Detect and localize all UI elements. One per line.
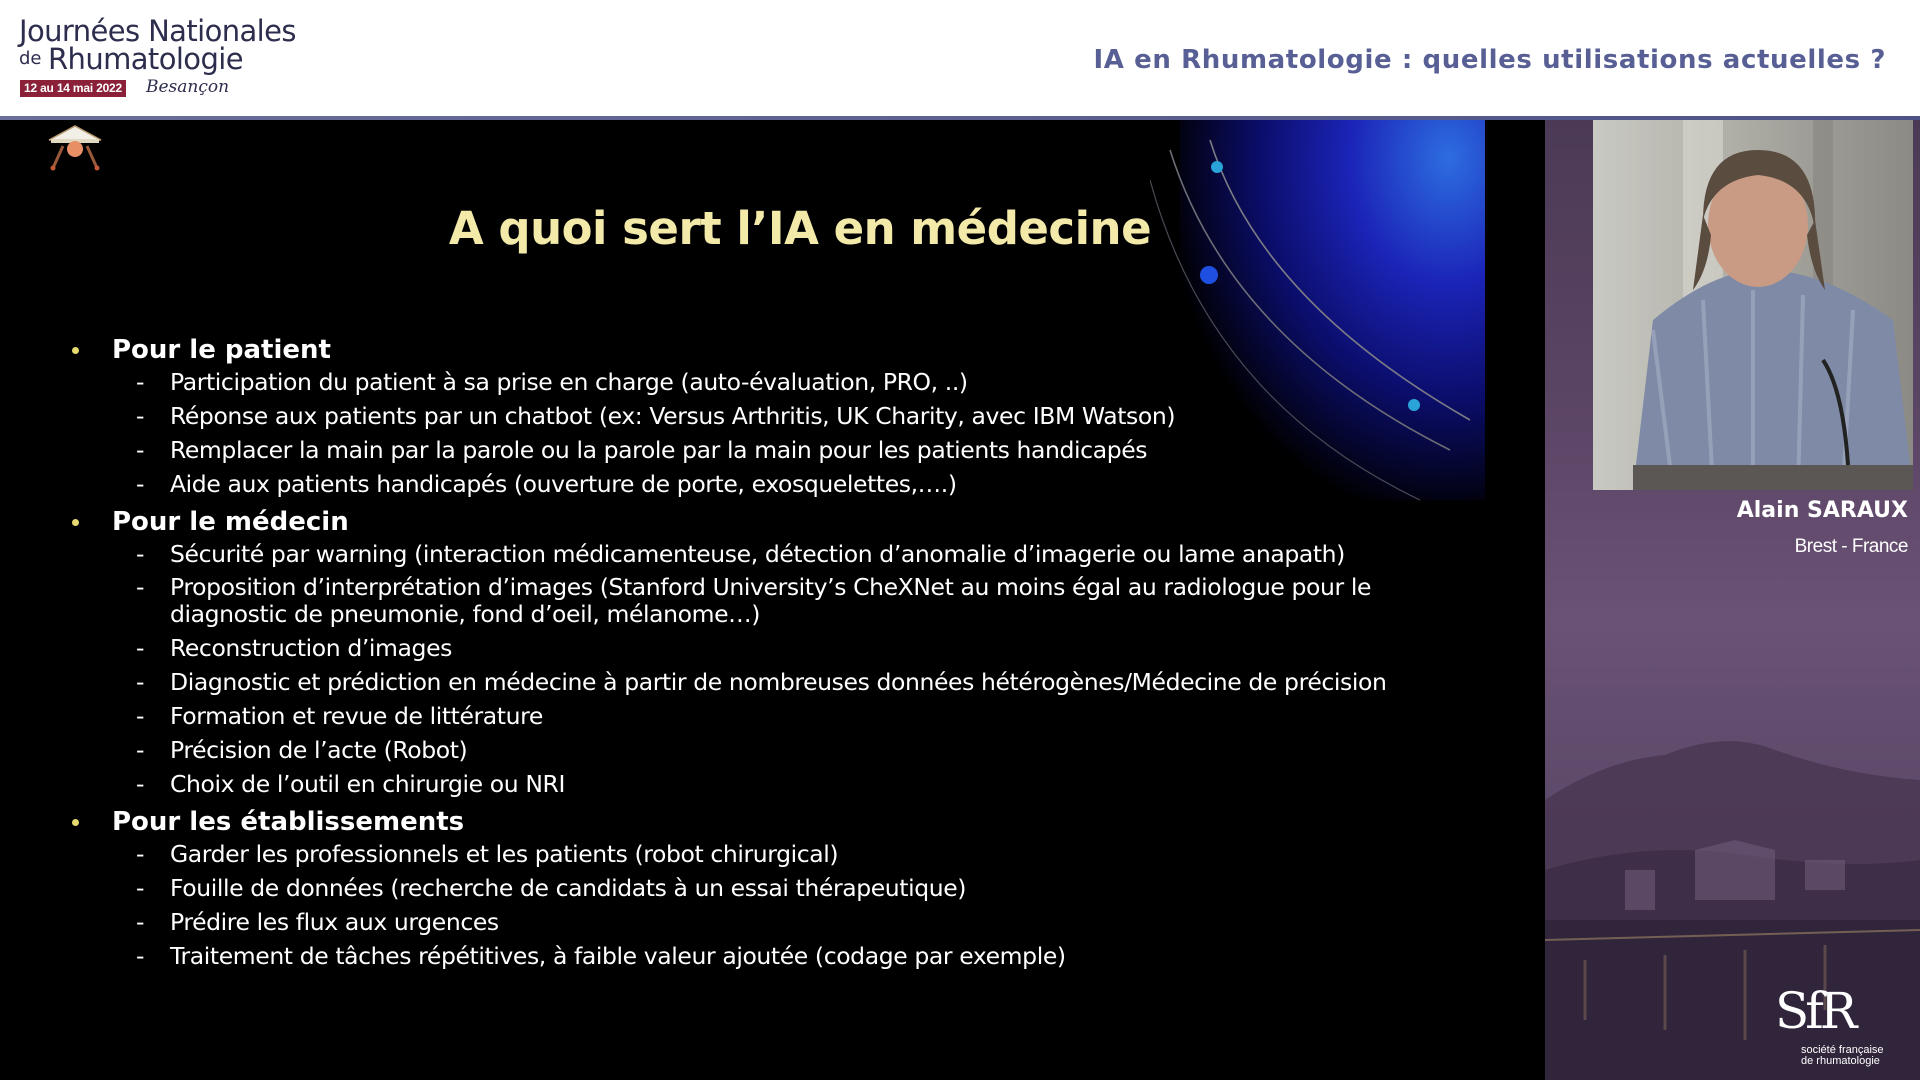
speaker-name: Alain SARAUX bbox=[1736, 498, 1908, 523]
list-item-text: Fouille de données (recherche de candidats à un essai thérapeutique) bbox=[170, 874, 967, 902]
list-item bbox=[70, 634, 1510, 662]
sfr-logo-caption bbox=[1801, 1045, 1884, 1067]
list-item bbox=[70, 668, 1510, 696]
list-item bbox=[70, 770, 1510, 798]
section-heading bbox=[70, 804, 1510, 840]
logo-date-badge: 12 au 14 mai 2022 bbox=[20, 80, 126, 97]
dash-icon: - bbox=[136, 736, 145, 764]
list-item bbox=[70, 436, 1510, 464]
list-item bbox=[70, 702, 1510, 730]
list-item-text: Précision de l’acte (Robot) bbox=[170, 736, 468, 764]
dash-icon: - bbox=[136, 634, 145, 662]
list-item bbox=[70, 874, 1510, 902]
session-title: IA en Rhumatologie : quelles utilisations actuelles ? bbox=[1093, 45, 1886, 75]
dash-icon: - bbox=[136, 540, 145, 568]
list-item-text: Aide aux patients handicapés (ouverture de porte, exosquelettes,….) bbox=[170, 470, 957, 498]
list-item-text: Traitement de tâches répétitives, à faible valeur ajoutée (codage par exemple) bbox=[170, 942, 1066, 970]
conference-header bbox=[0, 0, 1920, 116]
section-heading bbox=[70, 504, 1510, 540]
bullet-dot-icon bbox=[72, 819, 79, 826]
list-item bbox=[70, 840, 1510, 868]
dash-icon: - bbox=[136, 874, 145, 902]
section-heading-text: Pour le médecin bbox=[112, 507, 349, 537]
list-item-text: Sécurité par warning (interaction médicamenteuse, détection d’anomalie d’imagerie ou lame anapath) bbox=[170, 540, 1345, 568]
presentation-slide bbox=[0, 120, 1545, 1080]
list-item-text: Choix de l’outil en chirurgie ou NRI bbox=[170, 770, 565, 798]
dash-icon: - bbox=[136, 573, 145, 601]
list-item bbox=[70, 470, 1510, 498]
list-item bbox=[70, 540, 1510, 568]
sfr-logo-mark: SfR bbox=[1775, 982, 1854, 1040]
list-item bbox=[70, 368, 1510, 396]
dash-icon: - bbox=[136, 770, 145, 798]
list-item-text: Proposition d’interprétation d’images (Stanford University’s CheXNet au moins égal au radiologue pour le diagnostic de pneumonie, fond d’oeil, mélanome…) bbox=[170, 573, 1372, 628]
dash-icon: - bbox=[136, 368, 145, 396]
dash-icon: - bbox=[136, 470, 145, 498]
slide-title: A quoi sert l’IA en médecine bbox=[448, 202, 1152, 255]
list-item bbox=[70, 402, 1510, 430]
section-etablissements bbox=[70, 804, 1510, 970]
list-item bbox=[70, 574, 1460, 628]
sfr-caption-line1: société française bbox=[1801, 1044, 1884, 1056]
dash-icon: - bbox=[136, 702, 145, 730]
section-heading-text: Pour le patient bbox=[112, 335, 331, 365]
section-patient bbox=[70, 332, 1510, 498]
speaker-panel bbox=[1545, 120, 1920, 1080]
list-item-text: Remplacer la main par la parole ou la parole par la main pour les patients handicapés bbox=[170, 436, 1148, 464]
dash-icon: - bbox=[136, 436, 145, 464]
sfr-caption-line2: de rhumatologie bbox=[1801, 1055, 1880, 1067]
dash-icon: - bbox=[136, 942, 145, 970]
speaker-silhouette-icon bbox=[1593, 120, 1913, 490]
logo-text-de: de bbox=[19, 48, 42, 69]
bullet-list bbox=[70, 332, 1510, 976]
list-item-text: Participation du patient à sa prise en charge (auto-évaluation, PRO, ..) bbox=[170, 368, 968, 396]
bullet-dot-icon bbox=[72, 347, 79, 354]
list-item-text: Reconstruction d’images bbox=[170, 634, 452, 662]
list-item-text: Garder les professionnels et les patients (robot chirurgical) bbox=[170, 840, 839, 868]
dash-icon: - bbox=[136, 402, 145, 430]
section-heading bbox=[70, 332, 1510, 368]
section-heading-text: Pour les établissements bbox=[112, 807, 465, 837]
dash-icon: - bbox=[136, 668, 145, 696]
list-item bbox=[70, 908, 1510, 936]
logo-text-line2: Rhumatologie bbox=[48, 42, 243, 76]
list-item-text: Formation et revue de littérature bbox=[170, 702, 543, 730]
list-item bbox=[70, 736, 1510, 764]
list-item-text: Diagnostic et prédiction en médecine à partir de nombreuses données hétérogènes/Médecine de précision bbox=[170, 668, 1387, 696]
list-item-text: Prédire les flux aux urgences bbox=[170, 908, 499, 936]
dash-icon: - bbox=[136, 908, 145, 936]
section-medecin bbox=[70, 504, 1510, 798]
logo-city: Besançon bbox=[146, 77, 230, 97]
speaker-location: Brest - France bbox=[1794, 536, 1908, 557]
dash-icon: - bbox=[136, 840, 145, 868]
list-item-text: Réponse aux patients par un chatbot (ex: Versus Arthritis, UK Charity, avec IBM Watson) bbox=[170, 402, 1176, 430]
list-item bbox=[70, 942, 1510, 970]
bullet-dot-icon bbox=[72, 519, 79, 526]
speaker-video-feed bbox=[1593, 120, 1913, 490]
logo-text-line1: Journées Nationales bbox=[19, 14, 296, 48]
hat-mascot-icon bbox=[45, 122, 105, 174]
